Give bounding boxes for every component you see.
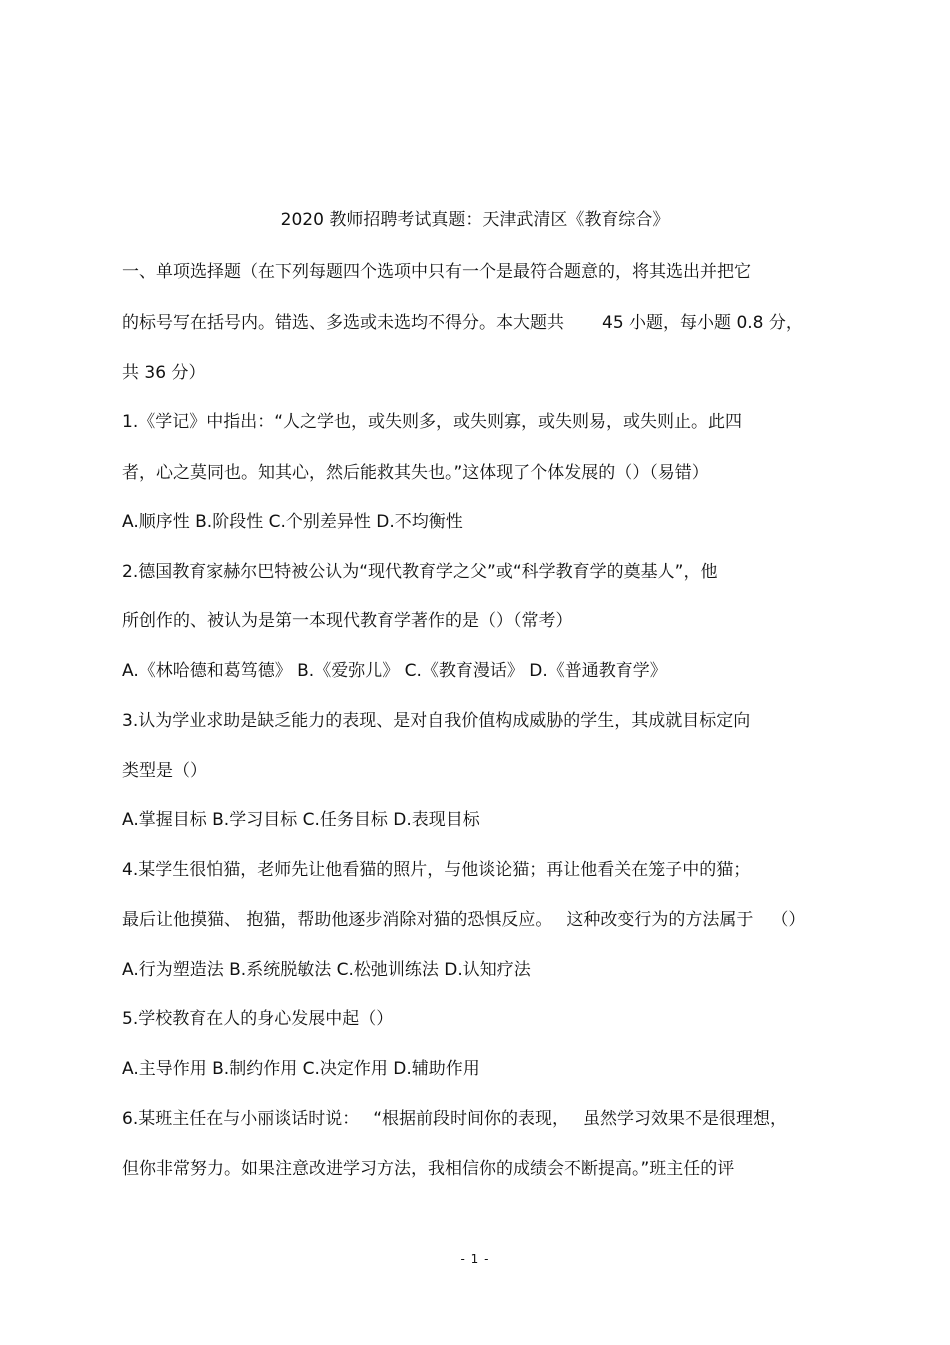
question-4-stem-line-2c: （） xyxy=(771,910,806,930)
question-2-options: A.《林哈德和葛笃德》 B.《爱弥儿》 C.《教育漫话》 D.《普通教育学》 xyxy=(122,661,667,681)
question-4-stem-line-2b: 这种改变行为的方法属于 xyxy=(566,910,754,930)
question-1-options: A.顺序性 B.阶段性 C.个别差异性 D.不均衡性 xyxy=(122,512,463,532)
question-2-stem-line-2: 所创作的、被认为是第一本现代教育学著作的是（）（常考） xyxy=(122,611,573,631)
question-4-stem-line-2 xyxy=(122,908,837,932)
question-4-stem-line-1: 4.某学生很怕猫，老师先让他看猫的照片，与他谈论猫；再让他看关在笼子中的猫； xyxy=(122,860,751,880)
section-header-line-2 xyxy=(122,311,837,335)
section-header-line-2a: 的标号写在括号内。错选、多选或未选均不得分。本大题共 xyxy=(122,313,564,333)
page-number: - 1 - xyxy=(460,1252,490,1266)
question-6-stem-line-1c: 虽然学习效果不是很理想， xyxy=(583,1109,788,1129)
section-header-line-3: 共 36 分） xyxy=(122,363,206,383)
document-title: 2020 教师招聘考试真题：天津武清区《教育综合》 xyxy=(280,210,670,230)
question-6-stem-line-2: 但你非常努力。如果注意改进学习方法，我相信你的成绩会不断提高。”班主任的评 xyxy=(122,1159,735,1179)
question-4-options: A.行为塑造法 B.系统脱敏法 C.松弛训练法 D.认知疗法 xyxy=(122,960,531,980)
question-1-stem-line-2: 者，心之莫同也。知其心，然后能救其失也。”这体现了个体发展的（）（易错） xyxy=(122,463,709,483)
question-3-stem-line-2: 类型是（） xyxy=(122,761,207,781)
section-header-line-1: 一、单项选择题（在下列每题四个选项中只有一个是最符合题意的，将其选出并把它 xyxy=(122,262,751,282)
question-6-stem-line-1a: 6.某班主任在与小丽谈话时说： xyxy=(122,1109,360,1129)
question-1-stem-line-1: 1.《学记》中指出：“人之学也，或失则多，或失则寡，或失则易，或失则止。此四 xyxy=(122,412,743,432)
question-5-options: A.主导作用 B.制约作用 C.决定作用 D.辅助作用 xyxy=(122,1059,480,1079)
question-5-stem-line-1: 5.学校教育在人的身心发展中起（） xyxy=(122,1009,394,1029)
question-3-stem-line-1: 3.认为学业求助是缺乏能力的表现、是对自我价值构成威胁的学生，其成就目标定向 xyxy=(122,711,751,731)
question-6-stem-line-1 xyxy=(122,1107,837,1131)
question-3-options: A.掌握目标 B.学习目标 C.任务目标 D.表现目标 xyxy=(122,810,480,830)
question-6-stem-line-1b: “根据前段时间你的表现， xyxy=(373,1109,570,1129)
section-header-line-2b: 45 小题，每小题 0.8 分， xyxy=(602,313,803,333)
question-4-stem-line-2a: 最后让他摸猫、 抱猫，帮助他逐步消除对猫的恐惧反应。 xyxy=(122,910,553,930)
question-2-stem-line-1: 2.德国教育家赫尔巴特被公认为“现代教育学之父”或“科学教育学的奠基人”，他 xyxy=(122,562,718,582)
